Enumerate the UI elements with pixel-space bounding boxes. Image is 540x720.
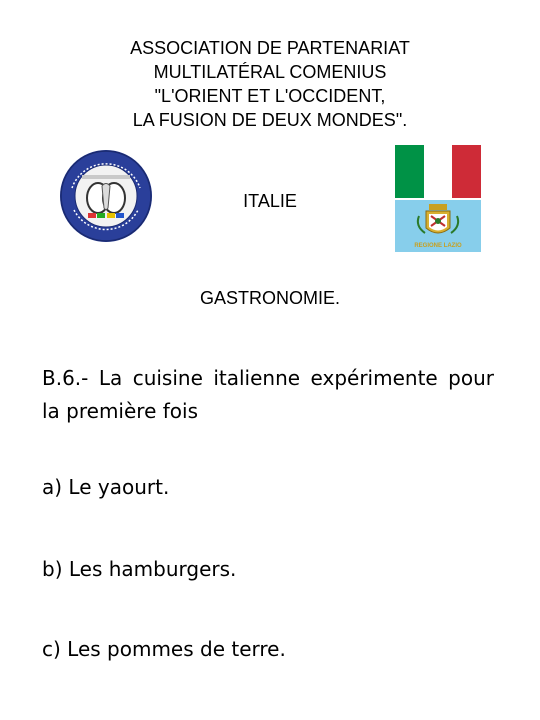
- italy-flag-white-band: [424, 145, 453, 198]
- answer-option-c[interactable]: c) Les pommes de terre.: [42, 637, 286, 661]
- lazio-flag: [395, 200, 481, 252]
- italy-flag-green-band: [395, 145, 424, 198]
- header-line-3: "L'ORIENT ET L'OCCIDENT,: [154, 86, 386, 106]
- lazio-flag-caption: REGIONE LAZIO: [414, 243, 462, 249]
- italy-flag: [395, 145, 481, 198]
- association-header: [0, 36, 540, 132]
- section-title: GASTRONOMIE.: [199, 288, 340, 308]
- country-label: ITALIE: [243, 191, 297, 211]
- header-line-2: MULTILATÉRAL COMENIUS: [153, 62, 387, 82]
- question-text: B.6.- La cuisine italienne expérimente pour la première fois: [42, 366, 494, 423]
- answer-option-b[interactable]: b) Les hamburgers.: [42, 557, 237, 581]
- header-line-4: LA FUSION DE DEUX MONDES".: [132, 110, 408, 130]
- answer-option-a[interactable]: a) Le yaourt.: [42, 475, 170, 499]
- italy-flag-red-band: [452, 145, 481, 198]
- header-line-1: ASSOCIATION DE PARTENARIAT: [130, 38, 410, 58]
